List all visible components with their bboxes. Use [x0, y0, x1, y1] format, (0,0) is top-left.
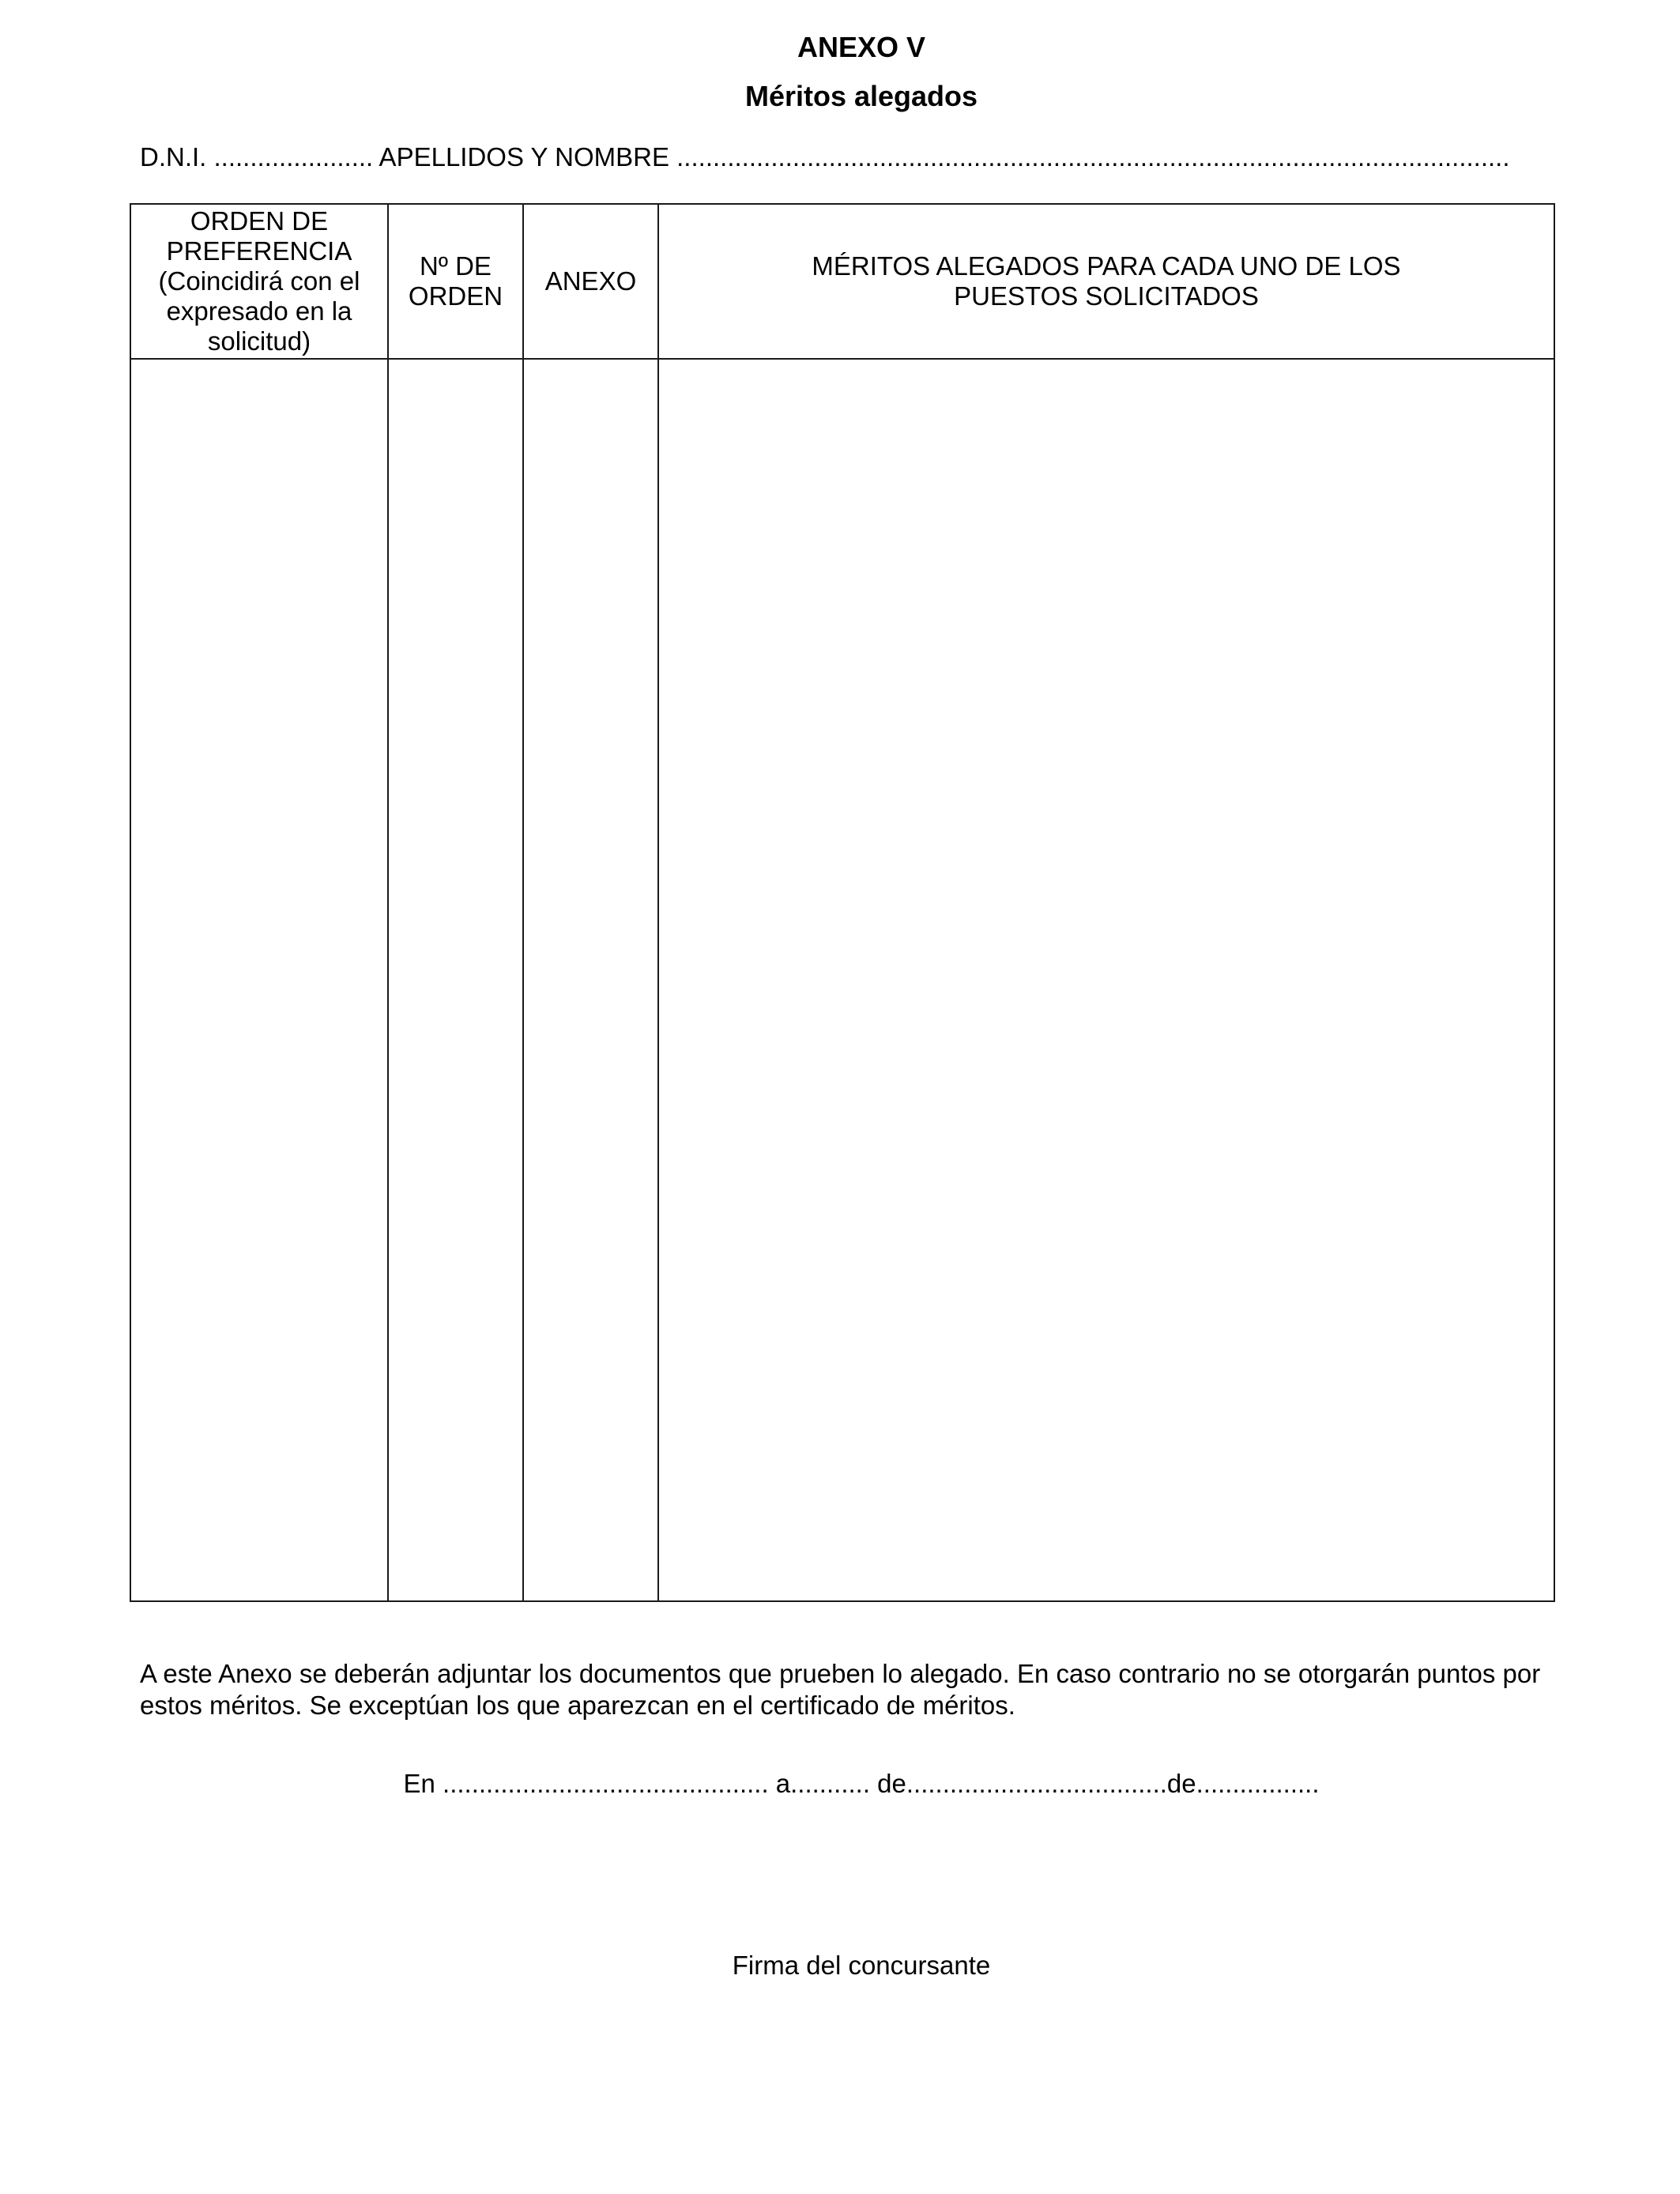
attachment-note: A este Anexo se deberán adjuntar los documentos que prueben lo alegado. En caso contrario no se otorgarán puntos por estos méritos. Se exceptúan los que aparezcan en el certificado de méritos. [140, 1659, 1541, 1720]
cell-numero-orden[interactable] [388, 359, 523, 1601]
document-title: ANEXO V [797, 31, 926, 63]
merits-table [130, 203, 1555, 1602]
document-subtitle: Méritos alegados [744, 80, 978, 112]
table-header-row [130, 204, 1554, 359]
signature-label: Firma del concursante [732, 1951, 991, 1980]
cell-orden-preferencia[interactable] [130, 359, 388, 1601]
cell-anexo[interactable] [523, 359, 658, 1601]
table-row [130, 359, 1554, 1601]
identification-line: D.N.I. ...................... APELLIDOS Y NOMBRE ................................................................................................................... [140, 142, 1510, 172]
cell-meritos-alegados[interactable] [658, 359, 1554, 1601]
header-anexo: ANEXO [523, 204, 658, 359]
header-orden-preferencia: ORDEN DE PREFERENCIA (Coincidirá con el expresado en la solicitud) [130, 204, 388, 359]
place-date-line: En ............................................. a........... de....................................de................. [403, 1769, 1320, 1798]
header-numero-orden: Nº DE ORDEN [388, 204, 523, 359]
header-meritos-alegados: MÉRITOS ALEGADOS PARA CADA UNO DE LOS PUESTOS SOLICITADOS [658, 204, 1554, 359]
